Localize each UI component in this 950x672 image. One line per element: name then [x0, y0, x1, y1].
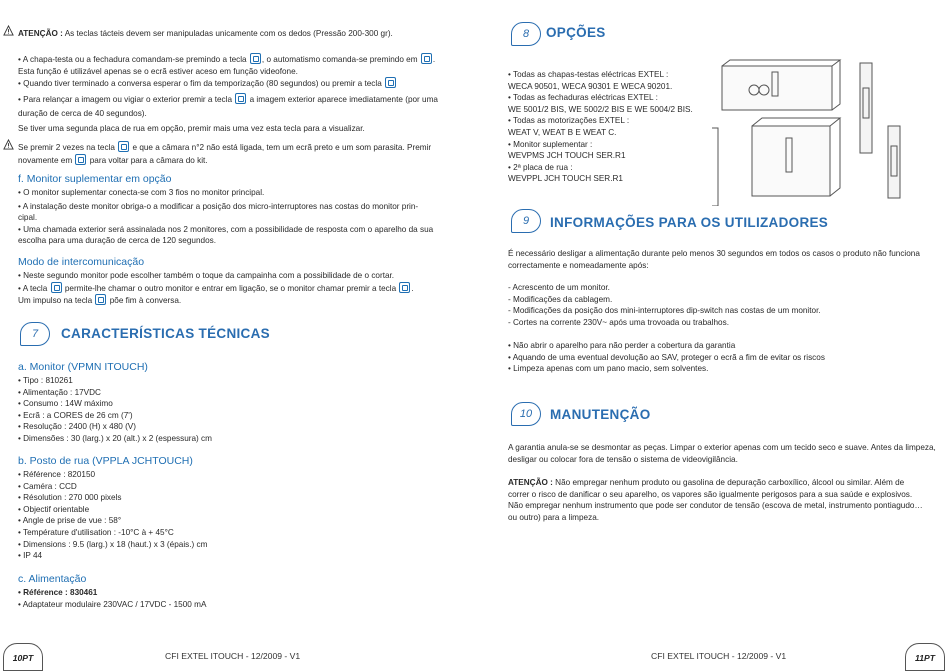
section-title-8: OPÇÕES: [546, 25, 606, 40]
left-page: [0, 0, 475, 671]
maintenance-text: A garantia anula-se se desmontar as peças. Limpar o exterior apenas com um tecido seco e suave. Antes da limpeza, desligar ou colocar fora de tensão o sistema de videovigilância.: [508, 443, 936, 464]
monitor-spec-title: a. Monitor (VPMN ITOUCH): [18, 361, 148, 373]
warning-icon: [3, 139, 14, 150]
section-title-10: MANUTENÇÃO: [550, 407, 651, 422]
key-hangup-icon: [385, 77, 396, 88]
options-list: • Todas as chapas-testas eléctricas EXTEL : WECA 90501, WECA 90301 E WECA 90201. • Todas as fechaduras eléctricas EXTEL : WE 5001/2 BIS, WE 5002/2 BIS E WE 5004/2 BIS. • Todas as motorizações EXTEL : WEAT V, WEAT B E WEAT C. • Monitor suplementar : WEVPMS JCH TOUCH SER.R1 • 2ª placa de rua : WEVPPL JCH TOUCH SER.R1: [508, 70, 693, 184]
page-tab-right: 11PT: [905, 643, 945, 671]
intercom-title: Modo de intercomunicação: [18, 256, 145, 268]
warning-touch-keys: ATENÇÃO : As teclas tácteis devem ser manipuladas unicamente com os dedos (Pressão 200-300 gr).: [18, 29, 393, 38]
warning-camera2: Se premir 2 vezes na tecla e que a câmara n°2 não está ligada, tem um ecrã preto e um som parasita. Premir novamente em para voltar para a câmara do kit.: [18, 143, 432, 165]
monitor-spec-list: • Tipo : 810261 • Alimentação : 17VDC • Consumo : 14W máximo • Ecrã : a CORES de 26 cm (7') • Resolução : 2400 (H) x 480 (V) • Dimensões : 30 (larg.) x 20 (alt.) x 2 (espessura) cm: [18, 376, 212, 443]
key-camera-icon: [75, 154, 86, 165]
doorstation-spec-list: • Référence : 820150 • Caméra : CCD • Résolution : 270 000 pixels • Objectif orientable • Angle de prise de vue : 58° • Température d'utilisation : -10°C à + 45°C • Dimensions : 9.5 (larg.) x 18 (haut.) x 3 (épais.) cm • IP 44: [18, 470, 208, 561]
section-number-10: 10: [511, 402, 541, 426]
intercom-text: • Neste segundo monitor pode escolher também o toque da campainha com a possibilidade de o cortar. • A tecla permite-lhe chamar o outro monitor e entrar em ligação, se o monitor chamar premir a tecla . Um impulso na tecla põe fim à conversa.: [18, 271, 414, 306]
section-number-9: 9: [511, 209, 541, 233]
key-intercom-icon: [51, 282, 62, 293]
electric-lock-illustration: [712, 58, 937, 206]
users-intro: É necessário desligar a alimentação durante pelo menos 30 segundos em todos os casos o produto não funciona correctamente e nomeadamente após:: [508, 249, 920, 270]
section-title-9: INFORMAÇÕES PARA OS UTILIZADORES: [550, 215, 829, 230]
section-number-8: 8: [511, 22, 541, 46]
users-bullets: • Não abrir o aparelho para não perder a cobertura da garantia • Aquando de uma eventual devolução ao SAV, proteger o ecrã a fim de evitar os riscos • Limpeza apenas com um pano macio, sem solventes.: [508, 341, 825, 374]
key-hangup-icon: [399, 282, 410, 293]
section-title-7: CARACTERÍSTICAS TÉCNICAS: [61, 326, 270, 341]
footer-left: CFI EXTEL ITOUCH - 12/2009 - V1: [165, 651, 301, 662]
users-list: - Acrescento de um monitor. - Modificações da cablagem. - Modificações da posição dos mini-interruptores dip-switch nas costas de um monitor. - Cortes na corrente 230V~ após uma trovoada ou trabalhos.: [508, 283, 821, 327]
maintenance-warning: ATENÇÃO : Não empregar nenhum produto ou gasolina de depuração carboxílico, álcool ou similar. Além de correr o risco de danificar o seu aparelho, os vapores são igualmente perigosos para a sua saúde e explosivos. Não empregar nenhum instrumento que pode ser condutor de tensão (escova de metal, instrumento pontiagudo… ou outro) para a limpeza.: [508, 478, 923, 522]
doorstation-spec-title: b. Posto de rua (VPPLA JCHTOUCH): [18, 455, 193, 467]
right-page: [475, 0, 950, 671]
key-gate-icon: [421, 53, 432, 64]
key-lock-icon: [250, 53, 261, 64]
section-f-list: • O monitor suplementar conecta-se com 3 fios no monitor principal. • A instalação deste monitor obriga-o a modificar a posição dos micro-interruptores nas costas do monitor prin- cipal. • Uma chamada exterior será assinalada nos 2 monitores, com a possibilidade de resposta com o aparelho da sua escolha para uma duração de cerca de 120 segundos.: [18, 188, 434, 246]
section-number-7: 7: [20, 322, 50, 346]
page-tab-left: 10PT: [3, 643, 43, 671]
section-f-title: f. Monitor suplementar em opção: [18, 173, 172, 185]
key-camera-icon: [235, 93, 246, 104]
paragraph-lock: • A chapa-testa ou a fechadura comandam-se premindo a tecla , o automatismo comanda-se premindo em . Esta função é utilizável apenas se o ecrã estiver aceso em função videofone. • Quando tiver terminado a conversa esperar o fim da temporização (80 segundos) ou premir a tecla • Para relançar a imagem ou vigiar o exterior premir a tecla a imagem exterior aparece imediatamente (por uma duração de cerca de 40 segundos). Se tiver uma segunda placa de rua em opção, premir mais uma vez esta tecla para a visualizar.: [18, 55, 438, 133]
power-spec-list: • Référence : 830461 • Adaptateur modulaire 230VAC / 17VDC - 1500 mA: [18, 588, 207, 609]
footer-right: CFI EXTEL ITOUCH - 12/2009 - V1: [651, 651, 787, 662]
key-hangup-icon: [95, 294, 106, 305]
key-camera-icon: [118, 141, 129, 152]
warning-icon: [3, 25, 14, 36]
power-spec-title: c. Alimentação: [18, 573, 87, 585]
